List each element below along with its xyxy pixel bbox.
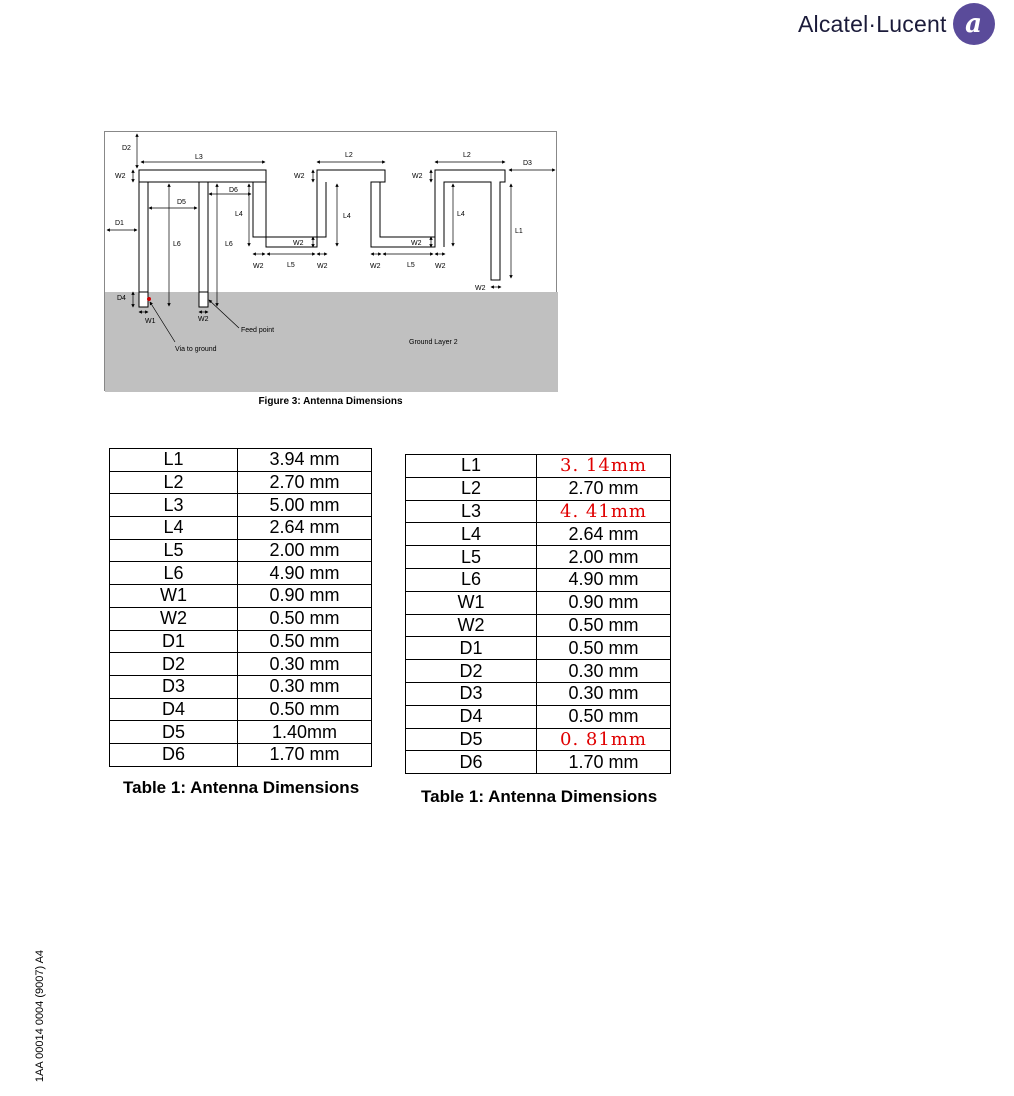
table-row: [406, 591, 671, 614]
param-value: 3. 14mm: [537, 455, 671, 478]
table-row: [406, 477, 671, 500]
param-name: D6: [406, 751, 537, 774]
brand-mark-icon: [953, 3, 995, 45]
table1-caption: Table 1: Antenna Dimensions: [123, 778, 360, 797]
table-row: [110, 653, 372, 676]
label-w2-top2: W2: [294, 173, 305, 180]
table-row: [406, 523, 671, 546]
label-l4a: L4: [235, 211, 243, 218]
param-value: 0.30 mm: [238, 675, 372, 698]
param-value: 1.70 mm: [238, 743, 372, 766]
label-via: Via to ground: [175, 346, 217, 353]
label-l2b: L2: [463, 152, 471, 159]
via-dot: [147, 297, 151, 301]
param-value: 0.50 mm: [537, 705, 671, 728]
table-row: [406, 568, 671, 591]
param-name: D1: [406, 637, 537, 660]
document-code: 1AA 00014 0004 (9007) A4: [34, 949, 46, 1083]
label-w2-b4: W2: [435, 263, 446, 270]
label-l1: L1: [515, 228, 523, 235]
label-w2-feed: W2: [198, 316, 209, 323]
param-name: L6: [110, 562, 238, 585]
table-row: [110, 721, 372, 744]
label-d3: D3: [523, 160, 532, 167]
label-l4c: L4: [457, 211, 465, 218]
table-row: [110, 585, 372, 608]
table-row: [110, 494, 372, 517]
param-name: D1: [110, 630, 238, 653]
label-w2-mid2: W2: [411, 240, 422, 247]
table2-caption: Table 1: Antenna Dimensions: [421, 787, 658, 806]
param-name: L3: [406, 500, 537, 523]
param-value: 2.70 mm: [238, 471, 372, 494]
param-value: 0.30 mm: [238, 653, 372, 676]
label-l3: L3: [195, 154, 203, 161]
param-name: D3: [110, 675, 238, 698]
param-value: 0.50 mm: [537, 614, 671, 637]
param-value: 0.30 mm: [537, 660, 671, 683]
table-row: [406, 614, 671, 637]
figure-caption: Figure 3: Antenna Dimensions: [258, 396, 403, 407]
param-name: D2: [110, 653, 238, 676]
brand-name: Alcatel·Lucent: [798, 10, 947, 37]
label-d6: D6: [229, 187, 238, 194]
param-value: 2.70 mm: [537, 477, 671, 500]
param-value: 0.90 mm: [238, 585, 372, 608]
label-l2a: L2: [345, 152, 353, 159]
param-name: D4: [406, 705, 537, 728]
label-l5b: L5: [407, 262, 415, 269]
param-name: L4: [110, 517, 238, 540]
param-name: W1: [110, 585, 238, 608]
param-value: 2.00 mm: [537, 546, 671, 569]
param-name: L2: [110, 471, 238, 494]
param-name: L6: [406, 568, 537, 591]
param-value: 0.90 mm: [537, 591, 671, 614]
label-w2-top3: W2: [412, 173, 423, 180]
ground-plane: [105, 292, 558, 392]
antenna-diagram: [105, 132, 558, 392]
table-row: [406, 682, 671, 705]
label-w2-b2: W2: [317, 263, 328, 270]
param-value: 5.00 mm: [238, 494, 372, 517]
label-ground: Ground Layer 2: [409, 339, 458, 346]
table-row: [406, 637, 671, 660]
antenna-trace: [139, 170, 505, 307]
label-d4: D4: [117, 295, 126, 302]
param-value: 0.30 mm: [537, 682, 671, 705]
param-name: D5: [110, 721, 238, 744]
label-w2-b3: W2: [370, 263, 381, 270]
antenna-figure: [104, 131, 557, 391]
brand-logo: [798, 6, 995, 42]
param-name: L1: [406, 455, 537, 478]
table-row: [110, 743, 372, 766]
label-l6b: L6: [225, 241, 233, 248]
param-value: 0.50 mm: [238, 698, 372, 721]
dimensions-table-modified: [405, 454, 671, 774]
param-name: D5: [406, 728, 537, 751]
label-w2-top1: W2: [115, 173, 126, 180]
label-l5a: L5: [287, 262, 295, 269]
param-name: L3: [110, 494, 238, 517]
param-name: L5: [110, 539, 238, 562]
table-row: [406, 751, 671, 774]
label-d2: D2: [122, 145, 131, 152]
param-value: 0.50 mm: [238, 607, 372, 630]
table-row: [110, 607, 372, 630]
table-row: [406, 660, 671, 683]
table-row: [110, 449, 372, 472]
table-row: [110, 630, 372, 653]
table-row: [110, 675, 372, 698]
table-row: [406, 728, 671, 751]
param-value: 0. 81mm: [537, 728, 671, 751]
label-l4b: L4: [343, 213, 351, 220]
label-w2-b1: W2: [253, 263, 264, 270]
param-name: L1: [110, 449, 238, 472]
brand-mark-glyph: a: [965, 9, 982, 39]
param-name: L5: [406, 546, 537, 569]
param-value: 1.70 mm: [537, 751, 671, 774]
param-name: W2: [110, 607, 238, 630]
table-row: [110, 471, 372, 494]
label-feed-point: Feed point: [241, 327, 275, 334]
param-value: 3.94 mm: [238, 449, 372, 472]
param-value: 0.50 mm: [238, 630, 372, 653]
param-value: 2.64 mm: [537, 523, 671, 546]
param-value: 1.40mm: [238, 721, 372, 744]
param-name: W1: [406, 591, 537, 614]
param-name: D6: [110, 743, 238, 766]
table-row: [406, 546, 671, 569]
param-name: D4: [110, 698, 238, 721]
table-row: [406, 500, 671, 523]
param-name: L4: [406, 523, 537, 546]
label-d1: D1: [115, 220, 124, 227]
label-d5: D5: [177, 199, 186, 206]
label-w1: W1: [145, 318, 156, 325]
label-l6a: L6: [173, 241, 181, 248]
param-name: W2: [406, 614, 537, 637]
table-row: [110, 698, 372, 721]
label-w2-mid1: W2: [293, 240, 304, 247]
param-value: 4.90 mm: [238, 562, 372, 585]
param-name: D2: [406, 660, 537, 683]
table-row: [406, 705, 671, 728]
label-w2-right: W2: [475, 285, 486, 292]
param-name: L2: [406, 477, 537, 500]
param-value: 0.50 mm: [537, 637, 671, 660]
table-row: [110, 562, 372, 585]
param-value: 2.00 mm: [238, 539, 372, 562]
table-row: [110, 539, 372, 562]
param-value: 4. 41mm: [537, 500, 671, 523]
table-row: [406, 455, 671, 478]
param-value: 2.64 mm: [238, 517, 372, 540]
param-name: D3: [406, 682, 537, 705]
table-row: [110, 517, 372, 540]
dimensions-table-original: [109, 448, 372, 767]
param-value: 4.90 mm: [537, 568, 671, 591]
